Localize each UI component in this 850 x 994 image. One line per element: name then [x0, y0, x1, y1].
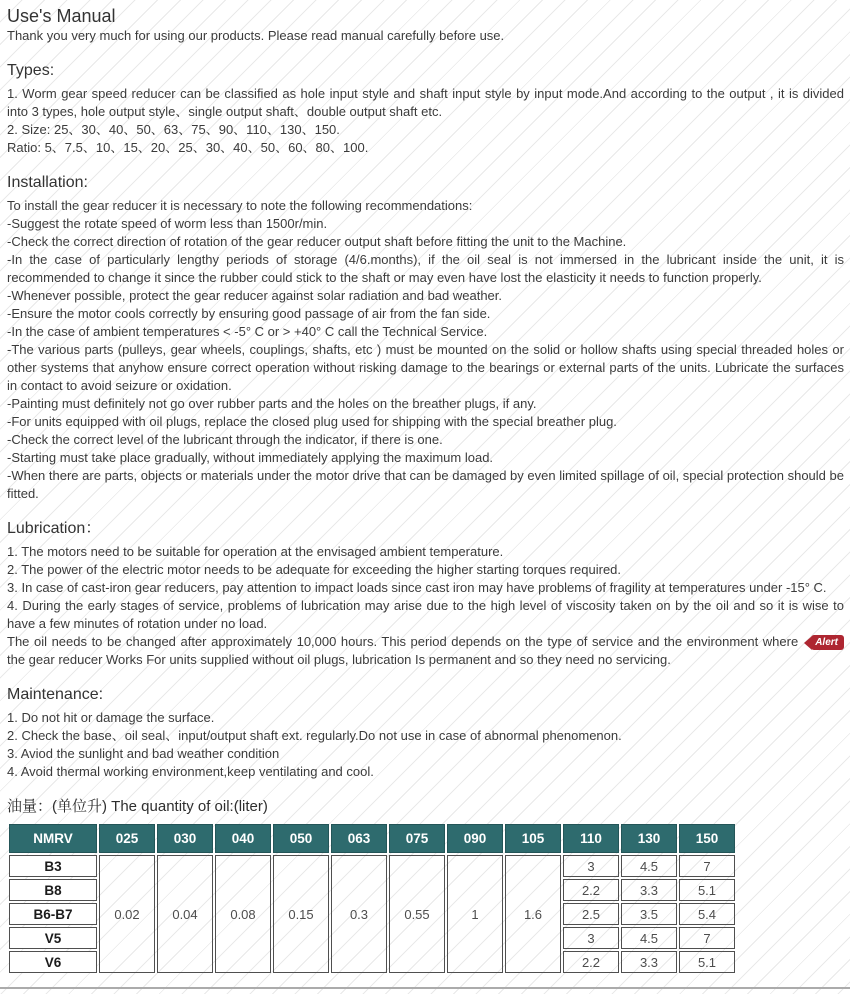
installation-line: -In the case of particularly lengthy periods of storage (4/6.months), if the oil seal is not immersed in the lubricant inside the unit, it is recommended to change it since the rubber could stick to the shaft or may even have lost the elasticity it needs to function properly. — [7, 252, 844, 285]
table-cell: 0.3 — [331, 855, 387, 973]
types-heading: Types: — [7, 62, 55, 79]
table-cell: 4.5 — [621, 927, 677, 949]
installation-line: -In the case of ambient temperatures < -5° C or > +40° C call the Technical Service. — [7, 324, 488, 339]
table-header-cell: 130 — [621, 824, 677, 853]
installation-line: -Painting must definitely not go over rubber parts and the holes on the breather plugs, if any. — [7, 396, 537, 411]
table-header-cell: 030 — [157, 824, 213, 853]
table-header-cell: 050 — [273, 824, 329, 853]
lubrication-line — [7, 633, 844, 669]
table-header-cell: 063 — [331, 824, 387, 853]
table-cell: 2.2 — [563, 951, 619, 973]
installation-line: -Suggest the rotate speed of worm less than 1500r/min. — [7, 216, 328, 231]
table-cell: 0.15 — [273, 855, 329, 973]
lubrication-oil-change-text: The oil needs to be changed after approximately 10,000 hours. This period depends on the type of service and the environment where the gear reducer Works For units supplied without oil plugs, lubrication Is permanent and so they need no servicing. — [7, 634, 799, 667]
installation-line: -When there are parts, objects or materials under the motor drive that can be damaged by even limited spillage of oil, special protection should be fitted. — [7, 468, 844, 501]
table-cell: 3.3 — [621, 951, 677, 973]
installation-line: -Starting must take place gradually, without immediately applying the maximum load. — [7, 450, 494, 465]
types-line: Ratio: 5、7.5、10、15、20、25、30、40、50、60、80、100. — [7, 140, 369, 155]
section-lubrication — [7, 519, 844, 669]
row-label: B8 — [9, 879, 97, 901]
table-cell: 2.5 — [563, 903, 619, 925]
page-title: Use's Manual — [7, 6, 116, 26]
maintenance-line: 1. Do not hit or damage the surface. — [7, 710, 215, 725]
table-cell: 1 — [447, 855, 503, 973]
row-label: B6-B7 — [9, 903, 97, 925]
alert-label: Alert — [811, 635, 844, 650]
table-cell: 0.08 — [215, 855, 271, 973]
table-cell: 3.3 — [621, 879, 677, 901]
maintenance-heading: Maintenance: — [7, 686, 104, 703]
lubrication-line: 3. In case of cast-iron gear reducers, pay attention to impact loads since cast iron may have problems of fragility at temperatures under -15° C. — [7, 580, 827, 595]
table-cell: 5.1 — [679, 951, 735, 973]
intro-text: Thank you very much for using our products. Please read manual carefully before use. — [7, 28, 505, 43]
table-header-cell: 150 — [679, 824, 735, 853]
types-line: 1. Worm gear speed reducer can be classified as hole input style and shaft input style by input mode.And according to the output , it is divided into 3 types, hole output style、single output shaft、double output shaft etc. — [7, 86, 844, 119]
table-cell: 3 — [563, 927, 619, 949]
table-header-cell: 105 — [505, 824, 561, 853]
section-installation — [7, 173, 844, 503]
types-line: 2. Size: 25、30、40、50、63、75、90、110、130、150. — [7, 122, 340, 137]
oil-quantity-table — [7, 822, 737, 975]
installation-line: -Ensure the motor cools correctly by ensuring good passage of air from the fan side. — [7, 306, 491, 321]
table-cell: 5.1 — [679, 879, 735, 901]
table-header-cell: 090 — [447, 824, 503, 853]
row-label: V5 — [9, 927, 97, 949]
table-cell: 4.5 — [621, 855, 677, 877]
table-cell: 0.55 — [389, 855, 445, 973]
table-cell: 0.02 — [99, 855, 155, 973]
table-header-cell: 075 — [389, 824, 445, 853]
table-cell: 1.6 — [505, 855, 561, 973]
maintenance-line: 3. Aviod the sunlight and bad weather condition — [7, 746, 280, 761]
maintenance-line: 2. Check the base、oil seal、input/output shaft ext. regularly.Do not use in case of abnormal phenomenon. — [7, 728, 622, 743]
row-label: V6 — [9, 951, 97, 973]
installation-heading: Installation: — [7, 174, 88, 191]
table-header-cell: NMRV — [9, 824, 97, 853]
table-cell: 5.4 — [679, 903, 735, 925]
lubrication-line: 4. During the early stages of service, problems of lubrication may arise due to the high level of viscosity taken on by the oil and so it is wise to have a few minutes of rotation under no load. — [7, 598, 844, 631]
table-cell: 7 — [679, 855, 735, 877]
page-bottom-divider — [0, 987, 850, 989]
table-header-cell: 040 — [215, 824, 271, 853]
table-cell: 2.2 — [563, 879, 619, 901]
installation-line: To install the gear reducer it is necessary to note the following recommendations: — [7, 198, 473, 213]
installation-line: -The various parts (pulleys, gear wheels, couplings, shafts, etc ) must be mounted on the solid or hollow shafts using special threaded holes or other systems that anyhow ensure correct operation without risking damage to the bearings or external parts of the units. Lubricate the surfaces in contact to avoid seizure or oxidation. — [7, 342, 844, 393]
lubrication-line: 2. The power of the electric motor needs to be adequate for exceeding the higher starting torques required. — [7, 562, 622, 577]
oil-quantity-caption: 油量：(单位升) The quantity of oil:(liter) — [7, 798, 268, 815]
table-cell: 3 — [563, 855, 619, 877]
maintenance-line: 4. Avoid thermal working environment,keep ventilating and cool. — [7, 764, 374, 779]
installation-line: -Whenever possible, protect the gear reducer against solar radiation and bad weather. — [7, 288, 503, 303]
table-cell: 3.5 — [621, 903, 677, 925]
table-cell: 0.04 — [157, 855, 213, 973]
lubrication-heading: Lubrication： — [7, 520, 102, 537]
table-row — [9, 855, 735, 877]
table-header-cell: 025 — [99, 824, 155, 853]
alert-badge — [804, 635, 844, 650]
installation-line: -Check the correct level of the lubricant through the indicator, if there is one. — [7, 432, 443, 447]
table-cell: 7 — [679, 927, 735, 949]
table-header-row — [9, 824, 735, 853]
lubrication-line: 1. The motors need to be suitable for operation at the envisaged ambient temperature. — [7, 544, 504, 559]
table-header-cell: 110 — [563, 824, 619, 853]
section-types — [7, 61, 844, 157]
row-label: B3 — [9, 855, 97, 877]
installation-line: -Check the correct direction of rotation of the gear reducer output shaft before fitting the unit to the Machine. — [7, 234, 627, 249]
installation-line: -For units equipped with oil plugs, replace the closed plug used for shipping with the special breather plug. — [7, 414, 617, 429]
section-maintenance — [7, 685, 844, 781]
